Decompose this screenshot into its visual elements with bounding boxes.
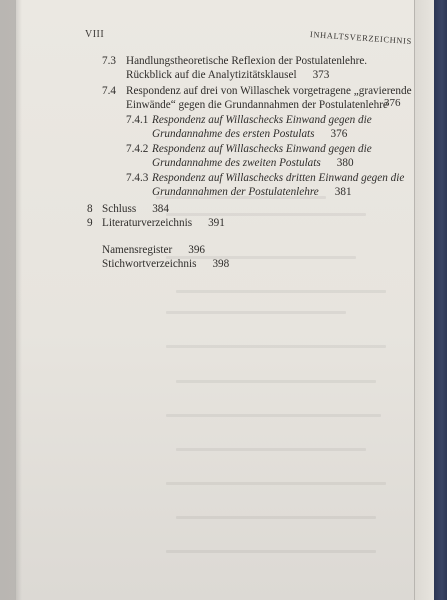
toc-page-number: 381 <box>334 186 352 198</box>
toc-page-number: 373 <box>312 69 330 81</box>
show-through-line <box>166 213 366 216</box>
show-through-line <box>166 345 386 348</box>
toc-page-number: 376 <box>384 97 401 109</box>
toc-entry-7-4-2 <box>126 143 372 156</box>
show-through-line <box>176 290 386 293</box>
toc-title-line-2: Grundannahme des zweiten Postulats <box>152 157 321 169</box>
toc-number: 7.4.3 <box>126 172 149 184</box>
show-through-line <box>176 516 376 519</box>
toc-entry-stichwortverzeichnis <box>102 258 229 271</box>
toc-entry-namensregister <box>102 244 205 257</box>
book-page <box>16 0 414 600</box>
show-through-line <box>166 550 376 553</box>
book-cover-edge <box>434 0 447 600</box>
toc-page-number: 384 <box>152 203 169 215</box>
toc-page-number: 376 <box>330 128 348 140</box>
toc-title-line-1: Respondenz auf Willaschecks Einwand gegen die <box>152 143 372 155</box>
toc-entry-7-4-3-cont <box>152 186 352 199</box>
toc-title: Schluss <box>102 203 137 215</box>
toc-title: Literaturverzeichnis <box>102 217 193 229</box>
toc-page-number: 380 <box>336 157 354 169</box>
running-head-title: INHALTSVERZEICHNIS <box>309 29 413 47</box>
toc-entry-7-4-1-cont <box>152 128 347 141</box>
toc-page-number: 391 <box>208 217 225 229</box>
toc-number: 9 <box>87 217 93 229</box>
show-through-line <box>176 380 376 383</box>
toc-entry-7-4-1 <box>126 114 372 127</box>
toc-entry-7-4-2-cont <box>152 157 354 170</box>
toc-title-line-1: Respondenz auf drei von Willaschek vorgetragene „gravierende <box>126 85 412 97</box>
toc-title: Stichwortverzeichnis <box>102 258 197 270</box>
toc-number: 8 <box>87 203 93 215</box>
show-through-line <box>166 414 381 417</box>
toc-number: 7.4.1 <box>126 114 149 126</box>
toc-page-number: 398 <box>212 258 230 270</box>
toc-entry-7-3-cont <box>126 69 329 82</box>
toc-page-number: 396 <box>188 244 205 256</box>
toc-entry-9 <box>87 217 225 230</box>
show-through-line <box>166 311 346 314</box>
toc-number: 7.3 <box>102 55 116 67</box>
toc-title: Namensregister <box>102 244 173 256</box>
toc-title-line-1: Respondenz auf Willaschecks dritten Einwand gegen die <box>152 172 405 184</box>
show-through-line <box>176 448 366 451</box>
toc-entry-8 <box>87 203 169 216</box>
toc-number: 7.4 <box>102 85 116 97</box>
toc-entry-7-4 <box>102 85 412 98</box>
adjacent-page-edge <box>414 0 435 600</box>
toc-title-line-2: Rückblick auf die Analytizitätsklausel <box>126 69 297 81</box>
page-folio: VIII <box>85 29 105 40</box>
toc-entry-7-4-cont <box>126 99 388 112</box>
toc-title-line-1: Respondenz auf Willaschecks Einwand gegen die <box>152 114 372 126</box>
toc-number: 7.4.2 <box>126 143 149 155</box>
toc-entry-7-3 <box>102 55 367 68</box>
toc-title-line-2: Grundannahme des ersten Postulats <box>152 128 315 140</box>
show-through-line <box>166 482 386 485</box>
toc-title-line-1: Handlungstheoretische Reflexion der Postulatenlehre. <box>126 55 368 67</box>
toc-title-line-2: Grundannahmen der Postulatenlehre <box>152 186 319 198</box>
toc-entry-7-4-3 <box>126 172 404 185</box>
toc-title-line-2: Einwände“ gegen die Grundannahmen der Postulatenlehre <box>126 99 388 111</box>
